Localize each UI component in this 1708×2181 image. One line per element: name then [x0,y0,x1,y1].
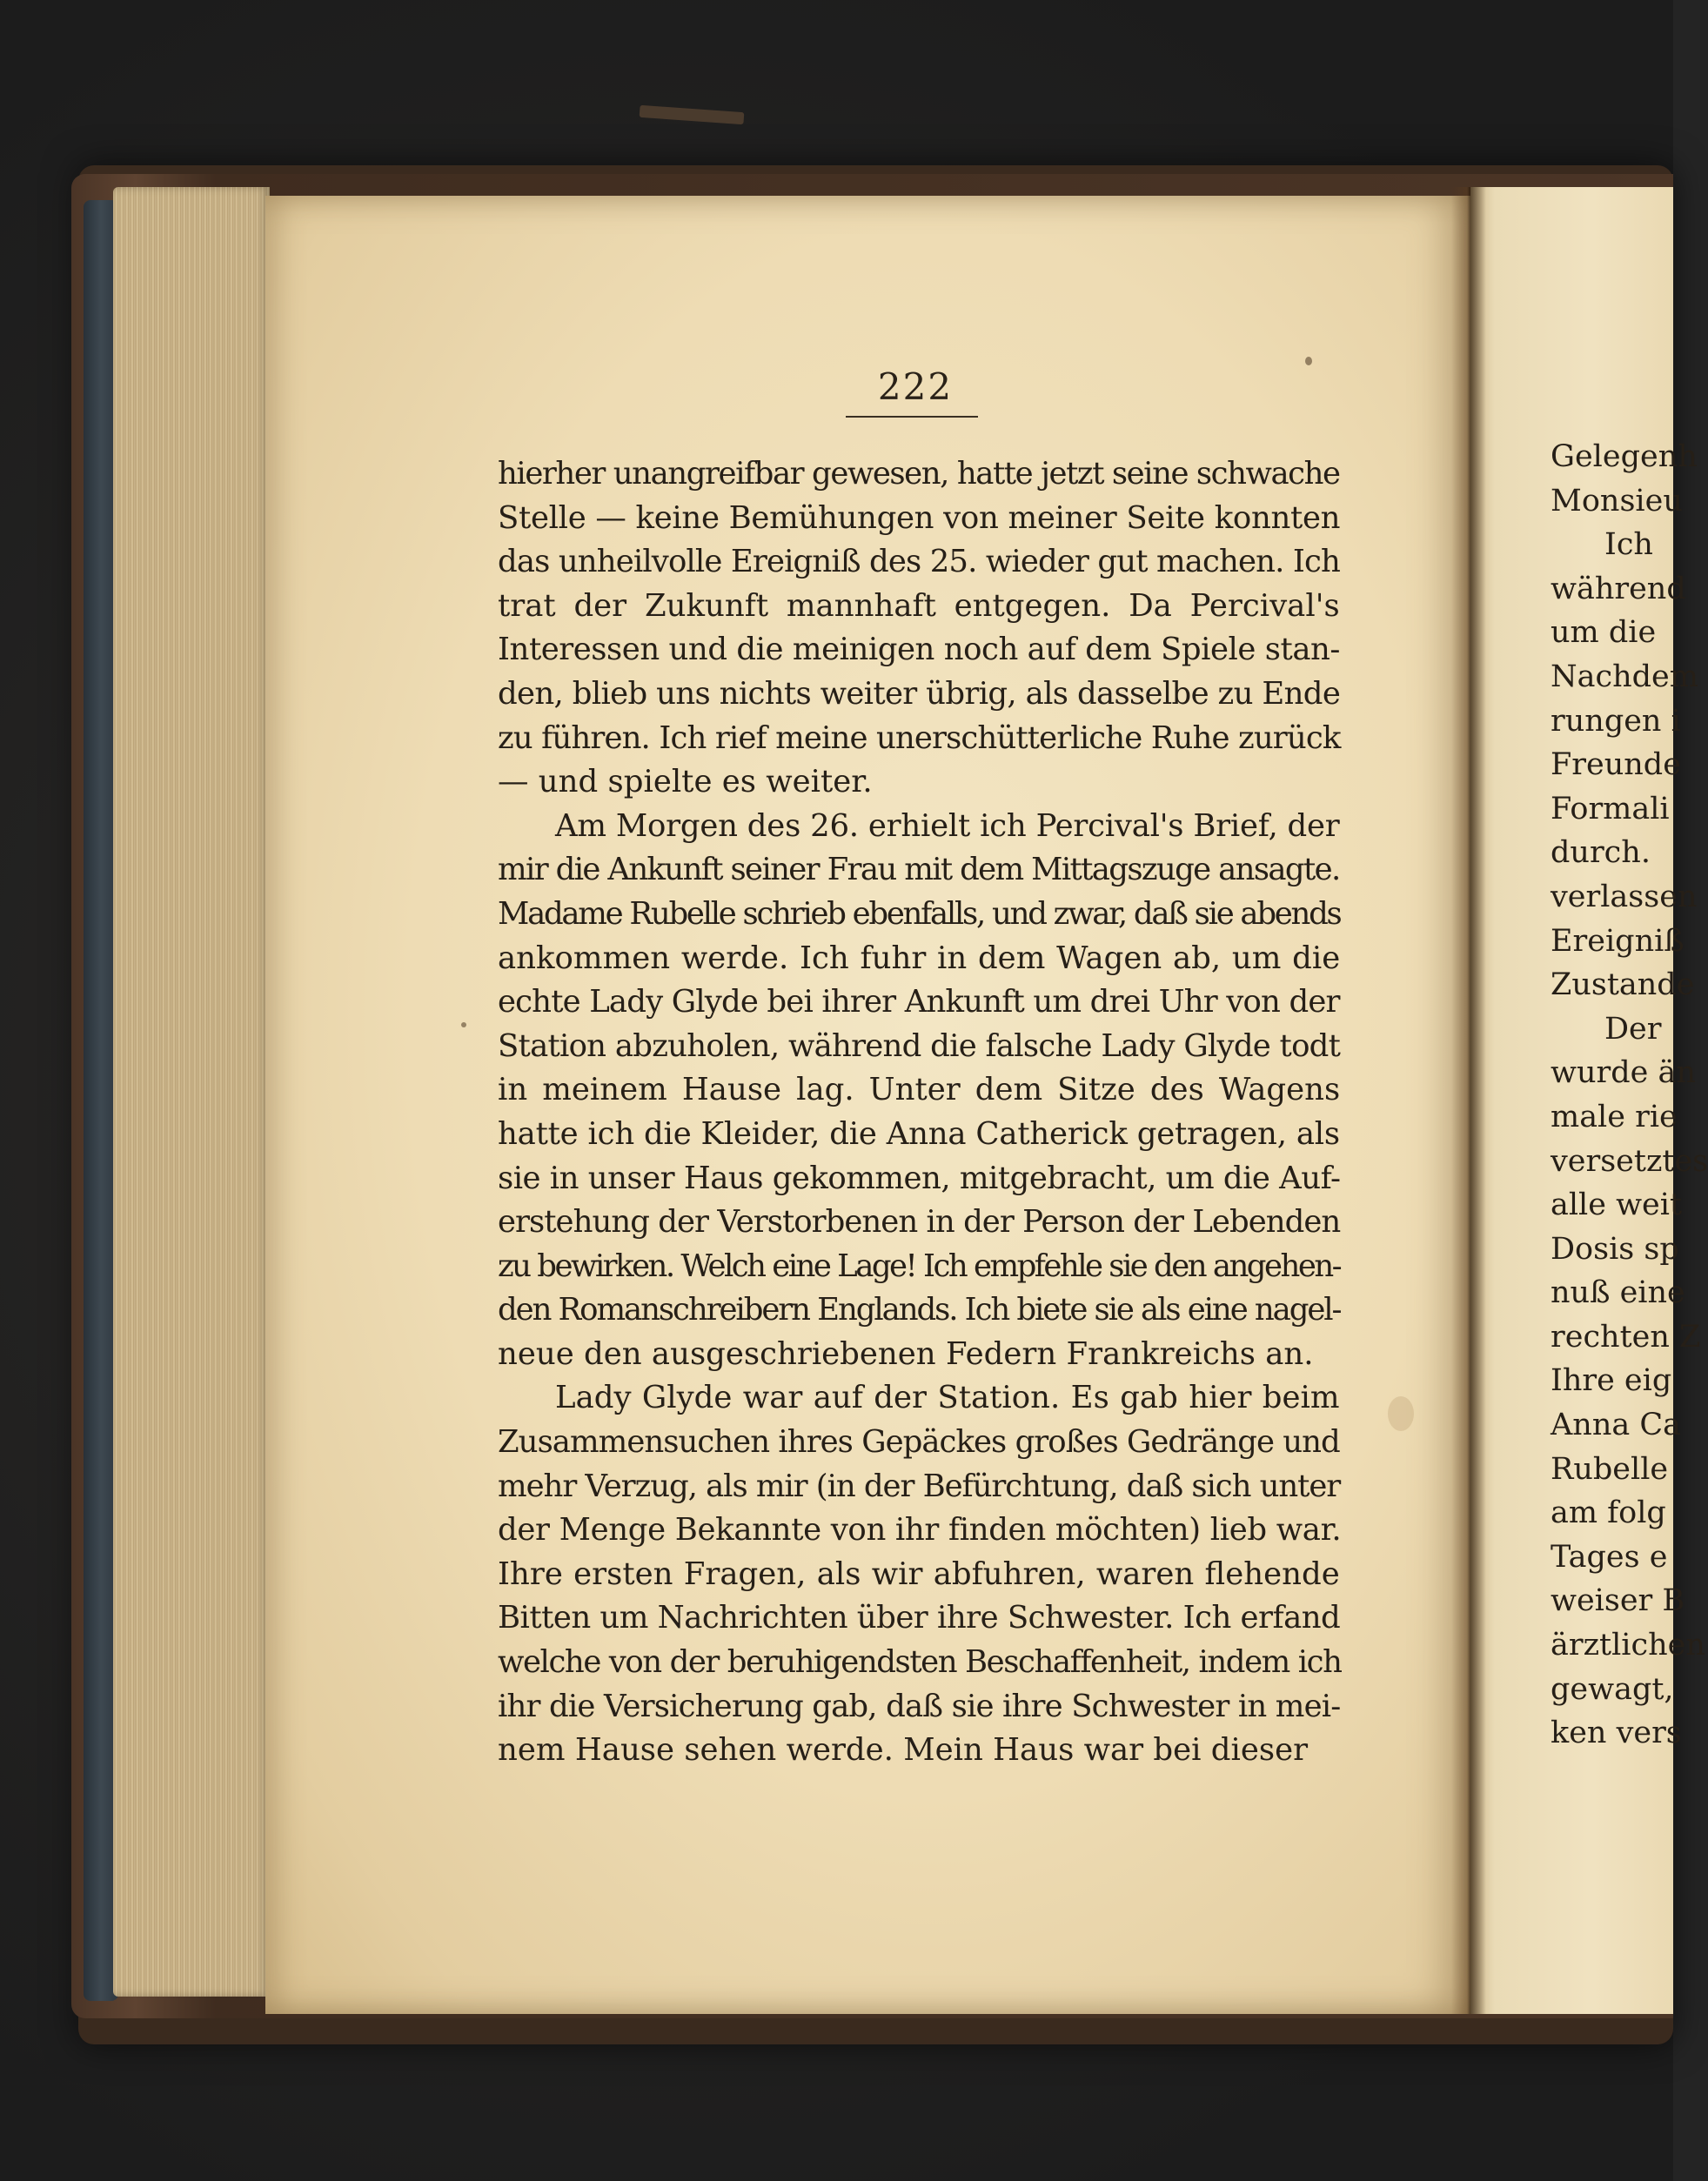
text-line: weiser B [1551,1583,1685,1619]
text-line: das unheilvolle Ereigniß des 25. wieder gut machen. Ich [498,544,1340,580]
text-line: in meinem Hause lag. Unter dem Sitze des Wagens [498,1072,1341,1108]
paper-speck [461,1022,466,1027]
paper-stain [1388,1396,1414,1431]
text-line: Station abzuholen, während die falsche Lady Glyde todt [498,1027,1341,1064]
text-line: Ich [1604,527,1653,563]
text-line: Interessen und die meinigen noch auf dem Spiele stan- [498,632,1340,668]
text-line: Rubelle [1551,1451,1669,1487]
text-line: Ihre eig [1551,1363,1672,1399]
text-line: Lady Glyde war auf der Station. Es gab hier beim [555,1380,1340,1416]
text-line: Am Morgen des 26. erhielt ich Percival's Brief, der [555,807,1340,844]
right-page-text [1551,435,1708,1801]
text-line: nuß eine [1551,1275,1685,1311]
text-line: mir die Ankunft seiner Frau mit dem Mittagszuge ansagte. [498,852,1340,888]
text-line: Bitten um Nachrichten über ihre Schwester. Ich erfand [498,1600,1341,1636]
text-line: zu führen. Ich rief meine unerschütterliche Ruhe zurück [498,719,1341,756]
text-line: verlassen [1551,879,1698,914]
book-gutter [1451,187,1486,2014]
text-line: Der [1604,1011,1662,1047]
text-line: Zusammensuchen ihres Gepäckes großes Gedränge und [498,1424,1340,1461]
text-line: Stelle — keine Bemühungen von meiner Seite konnten [498,499,1341,536]
text-line: durch. [1551,835,1651,871]
text-line: nem Hause sehen werde. Mein Haus war bei dieser [498,1732,1309,1769]
text-line: hatte ich die Kleider, die Anna Catherick getragen, als [498,1115,1340,1152]
text-line: Dosis sp [1551,1231,1679,1267]
text-line: den Romanschreibern Englands. Ich biete sie als eine nagel- [498,1292,1341,1328]
page-number: 222 [877,365,954,408]
text-line: neue den ausgeschriebenen Federn Frankreichs an. [498,1335,1314,1372]
text-line: ankommen werde. Ich fuhr in dem Wagen ab, um die [498,940,1341,976]
text-line: Madame Rubelle schrieb ebenfalls, und zwar, daß sie abends [498,895,1341,932]
text-line: mehr Verzug, als mir (in der Befürchtung, daß sich unter [498,1468,1341,1504]
text-line: um die [1551,615,1657,651]
text-line: Ereigniß [1551,923,1685,959]
text-line: Zustande [1551,967,1695,1003]
text-line: alle weit [1551,1188,1683,1223]
text-line: den, blieb uns nichts weiter übrig, als dasselbe zu Ende [498,675,1341,712]
text-line: sie in unser Haus gekommen, mitgebracht, um die Auf- [498,1160,1341,1196]
text-line: ärztlichen [1551,1628,1705,1663]
text-line: welche von der beruhigendsten Beschaffenheit, indem ich [498,1644,1342,1681]
text-line: rungen i [1551,703,1681,739]
bookmark-ribbon [640,105,745,124]
text-line: Monsieu [1551,483,1683,518]
text-line: am folg [1551,1495,1666,1531]
left-page-text [498,452,1340,1810]
text-line: Anna Ca [1551,1408,1681,1443]
page-edges [113,187,270,1997]
text-line: während [1551,571,1686,606]
text-line: wurde än [1551,1055,1696,1091]
text-line: hierher unangreifbar gewesen, hatte jetzt seine schwache [498,456,1340,492]
text-line: rechten Z [1551,1319,1701,1355]
text-line: Tages e [1551,1539,1668,1575]
text-line: erstehung der Verstorbenen in der Person der Lebenden [498,1204,1341,1241]
text-line: male rie [1551,1099,1678,1134]
text-line: — und spielte es weiter. [498,764,873,800]
text-line: Ihre ersten Fragen, als wir abfuhren, waren flehende [498,1555,1340,1592]
text-line: Nachdem [1551,659,1698,694]
page-number-rule [846,416,978,418]
text-line: trat der Zukunft mannhaft entgegen. Da Percival's [498,587,1340,624]
text-line: zu bewirken. Welch eine Lage! Ich empfehle sie den angehen- [498,1248,1341,1284]
text-line: ken vers [1551,1716,1682,1751]
text-line: Formali [1551,791,1670,826]
text-line: Gelegenh [1551,439,1698,474]
text-line: echte Lady Glyde bei ihrer Ankunft um drei Uhr von der [498,984,1340,1020]
paper-speck [1305,357,1312,365]
text-line: Freunde [1551,747,1681,783]
text-line: versetztes [1551,1143,1708,1179]
text-line: der Menge Bekannte von ihr finden möchten) lieb war. [498,1512,1342,1549]
text-line: gewagt, [1551,1671,1674,1707]
text-line: ihr die Versicherung gab, daß sie ihre Schwester in mei- [498,1688,1341,1724]
